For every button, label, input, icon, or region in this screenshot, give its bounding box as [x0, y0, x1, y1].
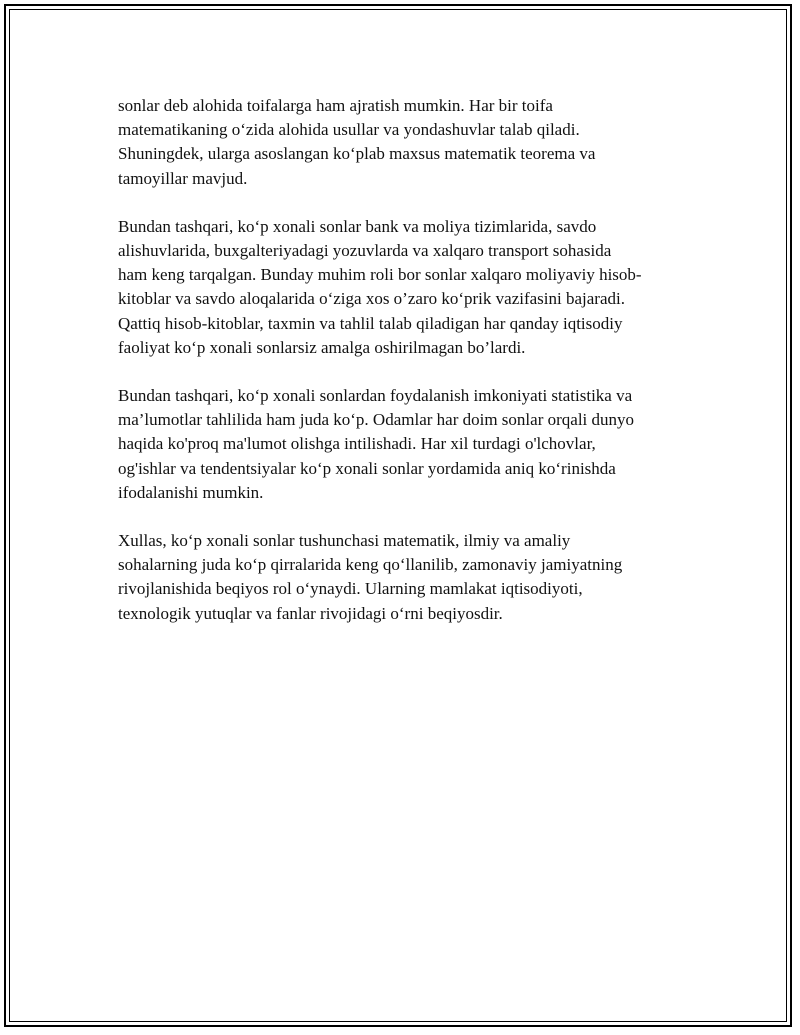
paragraph-line: Xullas, ko‘p xonali sonlar tushunchasi matematik, ilmiy va amaliy: [118, 531, 571, 551]
paragraph-line: sohalarning juda ko‘p qirralarida keng qo‘llanilib, zamonaviy jamiyatning: [118, 555, 623, 575]
paragraph-line: matematikaning o‘zida alohida usullar va yondashuvlar talab qiladi.: [118, 120, 580, 140]
paragraph-line: Shuningdek, ularga asoslangan ko‘plab maxsus matematik teorema va: [118, 144, 596, 164]
paragraph-line: rivojlanishida beqiyos rol o‘ynaydi. Ularning mamlakat iqtisodiyoti,: [118, 579, 583, 599]
paragraph-line: Bundan tashqari, ko‘p xonali sonlardan foydalanish imkoniyati statistika va: [118, 386, 633, 406]
paragraph-line: kitoblar va savdo aloqalarida o‘ziga xos o’zaro ko‘prik vazifasini bajaradi.: [118, 289, 625, 309]
paragraph-line: alishuvlarida, buxgalteriyadagi yozuvlarda va xalqaro transport sohasida: [118, 241, 612, 261]
paragraph-3: [118, 384, 688, 505]
paragraph-line: Bundan tashqari, ko‘p xonali sonlar bank va moliya tizimlarida, savdo: [118, 216, 597, 236]
paragraph-line: Qattiq hisob-kitoblar, taxmin va tahlil talab qiladigan har qanday iqtisodiy: [118, 313, 623, 333]
paragraph-line: ifodalanishi mumkin.: [118, 482, 264, 502]
paragraph-line: sonlar deb alohida toifalarga ham ajratish mumkin. Har bir toifa: [118, 96, 553, 115]
document-body: [118, 94, 688, 650]
paragraph-line: texnologik yutuqlar va fanlar rivojidagi o‘rni beqiyosdir.: [118, 603, 503, 623]
paragraph-line: tamoyillar mavjud.: [118, 168, 248, 188]
paragraph-4: [118, 529, 688, 626]
paragraph-line: haqida ko'proq ma'lumot olishga intilishadi. Har xil turdagi o'lchovlar,: [118, 434, 596, 454]
paragraph-line: og'ishlar va tendentsiyalar ko‘p xonali sonlar yordamida aniq ko‘rinishda: [118, 458, 616, 478]
paragraph-line: ma’lumotlar tahlilida ham juda ko‘p. Odamlar har doim sonlar orqali dunyo: [118, 410, 635, 430]
paragraph-line: faoliyat ko‘p xonali sonlarsiz amalga oshirilmagan bo’lardi.: [118, 337, 526, 357]
paragraph-2: [118, 215, 688, 360]
paragraph-1: [118, 94, 688, 191]
paragraph-line: ham keng tarqalgan. Bunday muhim roli bor sonlar xalqaro moliyaviy hisob-: [118, 265, 642, 285]
